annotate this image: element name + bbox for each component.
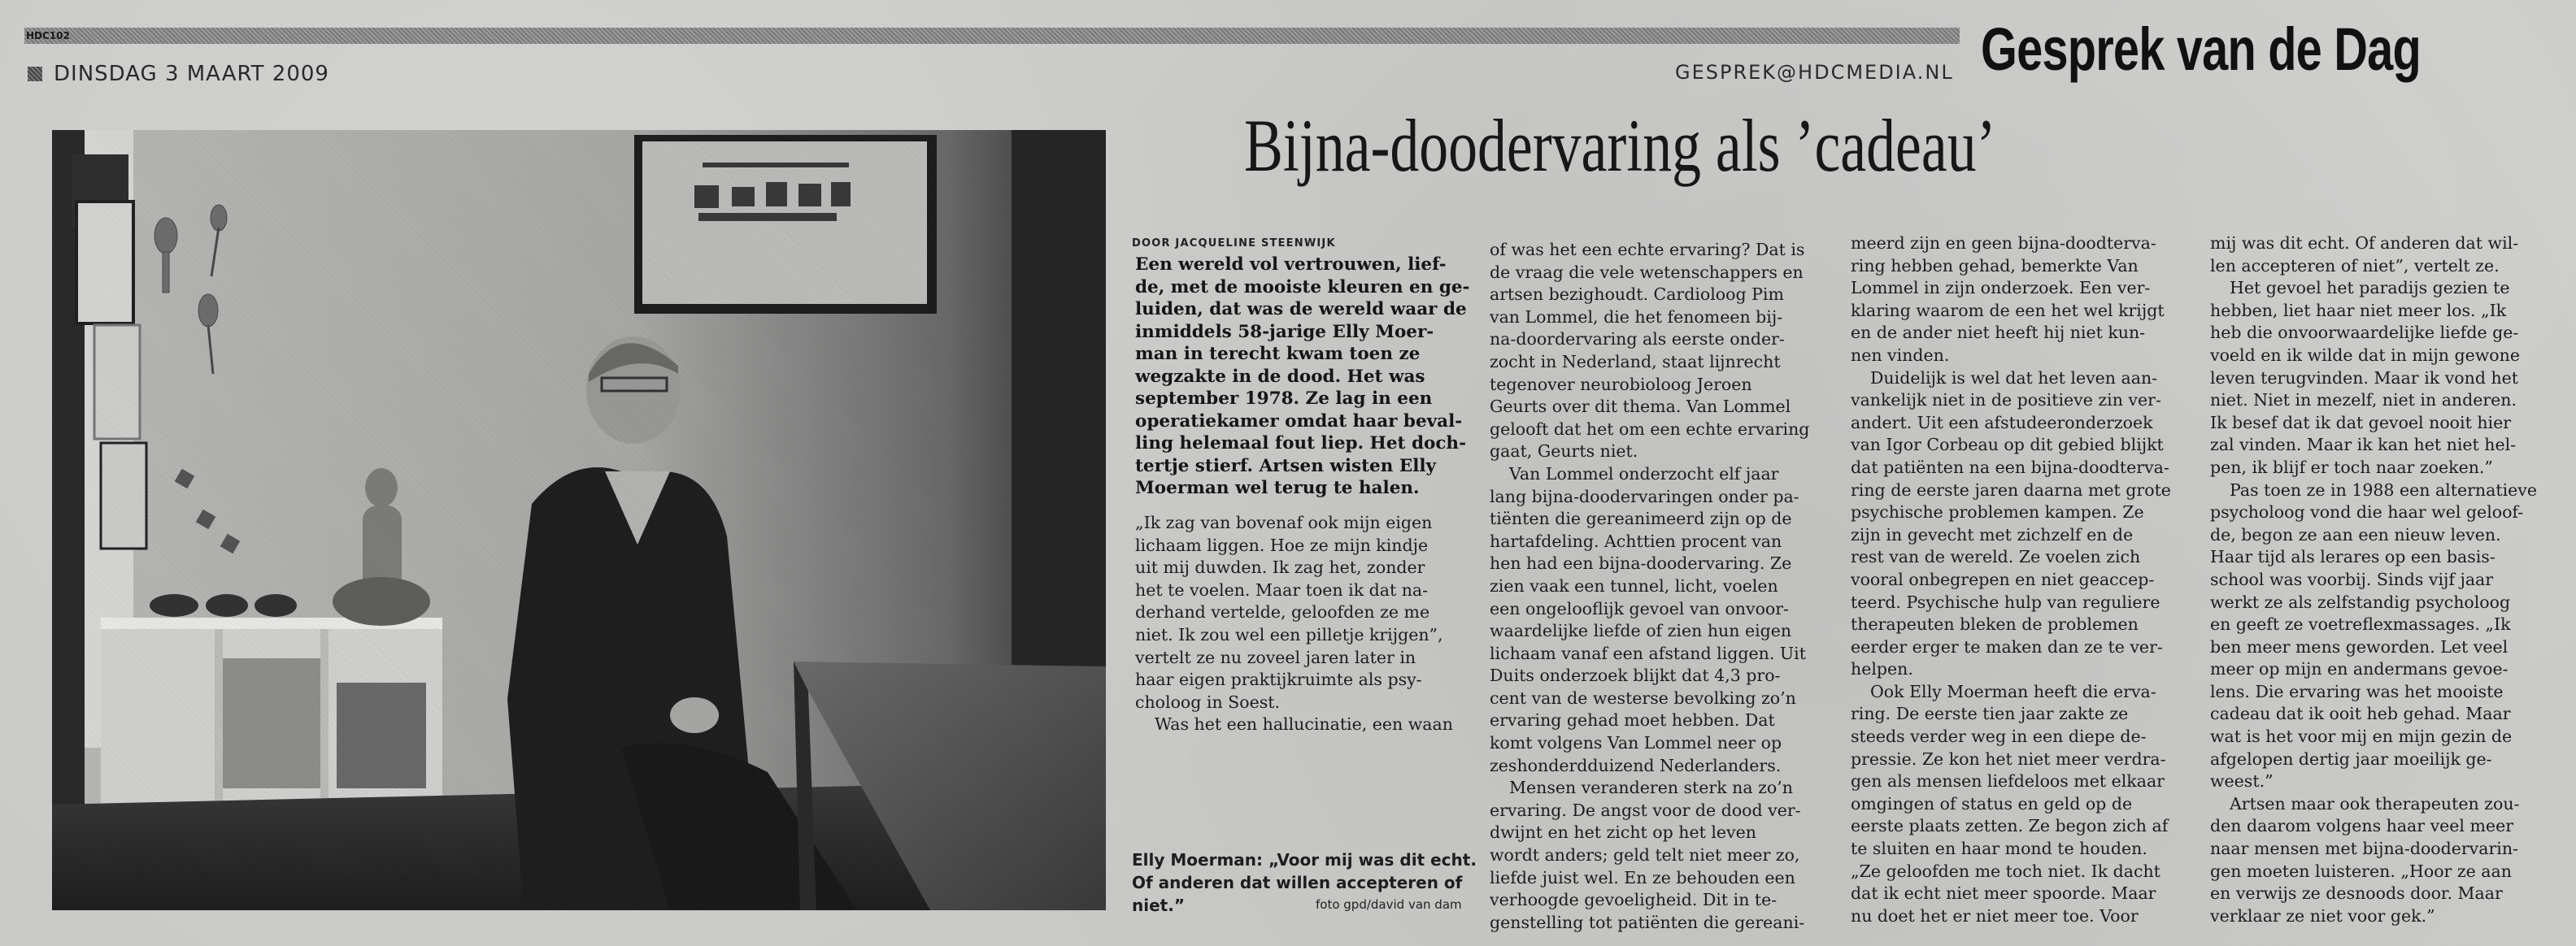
text-line: zeshonderdduizend Nederlanders.	[1490, 755, 1782, 775]
text-line: de, met de mooiste kleuren en ge-	[1135, 276, 1470, 297]
text-line: Was het een hallucinatie, een waan	[1155, 714, 1453, 735]
shelf-contents	[223, 658, 320, 788]
caption-line: Elly Moerman: „Voor mij was dit echt.	[1132, 850, 1477, 870]
text-line: wat is het voor mij en mijn gezin de	[2210, 727, 2513, 747]
text-line: uit mij duwden. Ik zag het, zonder	[1135, 558, 1425, 578]
text-line: derhand vertelde, geloofden ze me	[1135, 602, 1430, 623]
text-line: therapeuten bleken de problemen	[1851, 614, 2139, 635]
text-line: ring hebben gehad, bemerkte Van	[1851, 255, 2139, 276]
text-line: nu doet het er niet meer toe. Voor	[1851, 905, 2139, 926]
text-line: Artsen maar ook therapeuten zou-	[2230, 793, 2520, 814]
text-line: meerd zijn en geen bijna-doodterva-	[1851, 233, 2156, 253]
text-line: Pas toen ze in 1988 een alternatieve	[2230, 480, 2537, 500]
text-line: Geurts over dit thema. Van Lommel	[1490, 397, 1791, 417]
text-line: de, begon ze aan een nieuw leven.	[2210, 524, 2501, 545]
text-line: heb die onvoorwaardelijke liefde ge-	[2210, 323, 2519, 343]
text-line: ervaring gehad moet hebben. Dat	[1490, 710, 1775, 731]
text-line: len accepteren of niet”, vertelt ze.	[2210, 255, 2500, 276]
text-line: omgingen of status en geld op de	[1851, 793, 2133, 814]
text-line: dwijnt en het zicht op het leven	[1490, 822, 1756, 843]
text-line: Moerman wel terug te halen.	[1135, 478, 1420, 498]
text-line: school was voorbij. Sinds vijf jaar	[2210, 569, 2494, 589]
contact-email[interactable]: GESPREK@HDCMEDIA.NL	[1675, 61, 1954, 84]
text-line: gen als mensen liefdeloos met elkaar	[1851, 771, 2165, 792]
text-line: de vraag die vele wetenschappers en	[1490, 262, 1804, 282]
text-line: lichaam vanaf een afstand liggen. Uit	[1490, 643, 1806, 663]
text-line: gelooft dat het om een echte ervaring	[1490, 419, 1810, 439]
text-line: hen had een bijna-doodervaring. Ze	[1490, 553, 1792, 574]
text-line: ervaring. De angst voor de dood ver-	[1490, 800, 1801, 820]
text-line: vankelijk niet in de positieve zin ver-	[1851, 390, 2161, 410]
text-line: zal vinden. Maar ik kan het niet hel-	[2210, 435, 2517, 455]
photo-illustration	[52, 130, 1106, 910]
text-line: luiden, dat was de wereld waar de	[1135, 299, 1467, 319]
diploma-frame	[76, 202, 133, 323]
byline: DOOR JACQUELINE STEENWIJK	[1132, 237, 1336, 250]
text-line: liefde juist wel. En ze behouden een	[1490, 867, 1795, 887]
text-line: lang bijna-doodervaringen onder pa-	[1490, 486, 1799, 506]
caption-line: Of anderen dat willen accepteren of	[1132, 873, 1463, 892]
text-line: dat patiënten na een bijna-doodterva-	[1851, 457, 2169, 477]
text-line: eerder erger te maken dan ze te ver-	[1851, 636, 2163, 657]
text-line: gen moeten luisteren. „Hoor ze aan	[2210, 861, 2512, 881]
text-line: lichaam liggen. Hoe ze mijn kindje	[1135, 535, 1429, 555]
text-line: choloog in Soest.	[1135, 692, 1280, 712]
certificate-frame	[101, 443, 146, 549]
text-line: weest.”	[2210, 771, 2274, 792]
text-line: den daarom volgens haar veel meer	[2210, 816, 2513, 836]
text-line: vertelt ze nu zoveel jaren later in	[1135, 647, 1416, 667]
text-line: steeds verder weg in een diepe de-	[1851, 727, 2147, 747]
text-line: en verwijs ze desnoods door. Maar	[2210, 883, 2503, 904]
text-line: tegenover neurobioloog Jeroen	[1490, 374, 1752, 394]
text-line: tiënten die gereanimeerd zijn op de	[1490, 509, 1792, 529]
shelf-contents	[337, 683, 426, 788]
certificate-frame	[94, 325, 140, 439]
text-line: Mensen veranderen sterk na zo’n	[1509, 778, 1793, 798]
text-line: andert. Uit een afstudeeronderzoek	[1851, 412, 2153, 432]
text-line: wegzakte in de dood. Het was	[1135, 366, 1425, 387]
text-line: ben meer mens geworden. Let veel	[2210, 636, 2509, 657]
text-line: man in terecht kwam toen ze	[1135, 344, 1421, 364]
text-line: psycholoog vond die haar wel geloof-	[2210, 502, 2524, 523]
text-line: naar mensen met bijna-doodervarin-	[2210, 839, 2518, 859]
text-line: komt volgens Van Lommel neer op	[1490, 733, 1782, 753]
text-line: een ongelooflijk gevoel van onvoor-	[1490, 598, 1789, 618]
text-line: te sluiten en haar mond te houden.	[1851, 839, 2147, 859]
text-line: zocht in Nederland, staat lijnrecht	[1490, 351, 1781, 371]
text-line: en de ander niet heeft hij niet kun-	[1851, 323, 2146, 343]
text-line: gaat, Geurts niet.	[1490, 441, 1638, 462]
text-line: Het gevoel het paradijs gezien te	[2230, 278, 2510, 298]
text-line: Een wereld vol vertrouwen, lief-	[1135, 254, 1447, 275]
text-line: en geeft ze voetreflexmassages. „Ik	[2210, 614, 2511, 635]
text-line: Van Lommel onderzocht elf jaar	[1509, 463, 1779, 484]
text-line: werkt ze als zelfstandig psycholoog	[2210, 592, 2511, 612]
text-line: helpen.	[1851, 659, 1913, 679]
text-line: „Ik zag van bovenaf ook mijn eigen	[1135, 513, 1433, 532]
text-line: rest van de wereld. Ze voelen zich	[1851, 547, 2141, 567]
singing-bowls	[150, 594, 297, 617]
text-line: afgelopen dertig jaar moeilijk ge-	[2210, 749, 2492, 769]
article-column-1	[1135, 512, 1469, 736]
article-headline: Bijna-doodervaring als ’cadeau’	[1244, 104, 1996, 187]
text-line: cent van de westerse bevolking zo’n	[1490, 688, 1796, 708]
text-line: Duits onderzoek blijkt dat 4,3 pro-	[1490, 666, 1781, 686]
text-line: artsen bezighoudt. Cardioloog Pim	[1490, 284, 1784, 305]
header-rule	[24, 28, 1960, 44]
text-line: „Ze geloofden me toch niet. Ik dacht	[1851, 861, 2160, 881]
text-line: verklaar ze niet voor gek.”	[2210, 905, 2435, 926]
text-line: vooral onbegrepen en niet geaccep-	[1851, 569, 2155, 589]
article-lead	[1135, 254, 1477, 500]
text-line: na-doordervaring als eerste onder-	[1490, 329, 1785, 349]
text-line: Ik besef dat ik dat gevoel nooit hier	[2210, 412, 2512, 432]
article-column-3	[1851, 232, 2184, 927]
text-line: operatiekamer omdat haar beval-	[1135, 410, 1463, 432]
text-line: verhoogde gevoeligheid. Dit in te-	[1490, 890, 1778, 910]
text-line: eerste plaats zetten. Ze begon zich af	[1851, 816, 2169, 836]
text-line: hartafdeling. Achttien procent van	[1490, 531, 1782, 551]
text-line: ling helemaal fout liep. Het doch-	[1135, 433, 1466, 453]
text-line: september 1978. Ze lag in een	[1135, 388, 1433, 409]
text-line: tertje stierf. Artsen wisten Elly	[1135, 455, 1437, 476]
text-line: voeld en ik wilde dat in mijn gewone	[2210, 345, 2520, 365]
caption-line: niet.”	[1132, 896, 1185, 915]
text-line: zijn in gevecht met zichzelf en de	[1851, 524, 2134, 545]
text-line: Lommel in zijn onderzoek. Een ver-	[1851, 278, 2151, 298]
text-line: Ook Elly Moerman heeft die erva-	[1870, 681, 2156, 701]
text-line: leven terugvinden. Maar ik vond het	[2210, 367, 2519, 388]
text-line: klaring waarom de een het wel krijgt	[1851, 300, 2165, 320]
text-line: waardelijke liefde of zien hun eigen	[1490, 621, 1792, 641]
text-line: cadeau dat ik ooit heb gehad. Maar	[2210, 704, 2511, 724]
text-line: genstelling tot patiënten die gereani-	[1490, 912, 1805, 932]
text-line: van Lommel, die het fenomeen bij-	[1490, 306, 1783, 327]
text-line: meer op mijn en andermans gevoe-	[2210, 659, 2509, 679]
article-column-4	[2210, 232, 2543, 927]
text-line: of was het een echte ervaring? Dat is	[1490, 240, 1805, 259]
text-line: van Igor Corbeau op dit gebied blijkt	[1851, 435, 2164, 455]
text-line: teerd. Psychische hulp van reguliere	[1851, 592, 2160, 612]
text-line: ring. De eerste tien jaar zakte ze	[1851, 704, 2129, 724]
article-column-2	[1490, 239, 1823, 934]
square-bullet-icon	[28, 67, 42, 81]
dateline	[28, 62, 329, 86]
text-line: ring de eerste jaren daarna met grote	[1851, 480, 2171, 500]
section-title: Gesprek van de Dag	[1981, 15, 2421, 83]
text-line: hebben, liet haar niet meer los. „Ik	[2210, 300, 2507, 320]
text-line: dat ik echt niet meer spoorde. Maar	[1851, 883, 2156, 904]
text-line: mij was dit echt. Of anderen dat wil-	[2210, 233, 2519, 253]
text-line: Haar tijd als lerares op een basis-	[2210, 547, 2496, 567]
text-line: Duidelijk is wel dat het leven aan-	[1870, 367, 2158, 388]
article-photo	[52, 130, 1106, 910]
text-line: lens. Die ervaring was het mooiste	[2210, 681, 2504, 701]
text-line: het te voelen. Maar toen ik dat na-	[1135, 579, 1429, 600]
photo-credit: foto gpd/david van dam	[1316, 897, 1462, 912]
text-line: haar eigen praktijkruimte als psy-	[1135, 670, 1422, 690]
text-line: inmiddels 58-jarige Elly Moer-	[1135, 321, 1434, 342]
text-line: nen vinden.	[1851, 345, 1950, 365]
text-line: niet. Niet in mezelf, niet in anderen.	[2210, 390, 2517, 410]
issue-date: DINSDAG 3 MAART 2009	[54, 62, 329, 86]
text-line: psychische problemen kampen. Ze	[1851, 502, 2144, 523]
page-code: HDC102	[26, 30, 70, 41]
text-line: niet. Ik zou wel een pilletje krijgen”,	[1135, 624, 1443, 644]
text-line: pen, ik blijf er toch naar zoeken.”	[2210, 457, 2493, 477]
text-line: wordt anders; geld telt niet meer zo,	[1490, 845, 1800, 866]
text-line: zien vaak een tunnel, licht, voelen	[1490, 575, 1778, 596]
text-line: pressie. Ze kon het niet meer verdra-	[1851, 749, 2166, 769]
